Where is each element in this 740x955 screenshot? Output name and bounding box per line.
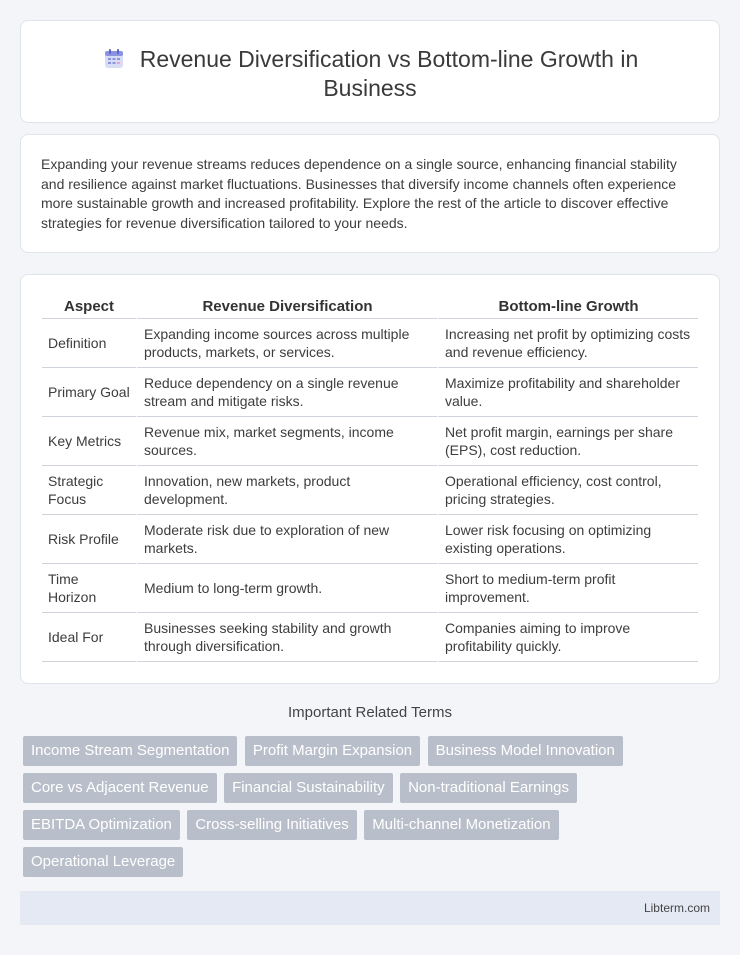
table-row: [42, 368, 698, 417]
title-card: [20, 20, 720, 123]
intro-paragraph: Expanding your revenue streams reduces dependence on a single source, enhancing financial stability and resilience against market fluctuations. Businesses that diversify income channels often experience more sustainable growth and increased profitability. Explore the rest of the article to discover effective strategies for revenue diversification tailored to your needs.: [41, 156, 677, 231]
column-header-bottom-line-growth: Bottom-line Growth: [437, 295, 698, 319]
column-header-aspect: Aspect: [42, 295, 136, 319]
related-terms-heading: Important Related Terms: [288, 704, 452, 721]
row-bottom-line-growth: Maximize profitability and shareholder value.: [437, 368, 698, 417]
row-revenue-diversification: Reduce dependency on a single revenue stream and mitigate risks.: [136, 368, 437, 417]
related-term-tag[interactable]: Core vs Adjacent Revenue: [23, 773, 217, 803]
row-bottom-line-growth: Net profit margin, earnings per share (EPS), cost reduction.: [437, 417, 698, 466]
calendar-icon: [102, 47, 126, 71]
row-aspect: Key Metrics: [42, 417, 136, 466]
row-aspect: Risk Profile: [42, 515, 136, 564]
related-term-tag[interactable]: Non-traditional Earnings: [400, 773, 577, 803]
related-terms-list: [23, 736, 703, 884]
related-term-tag[interactable]: Business Model Innovation: [428, 736, 623, 766]
comparison-card: [20, 274, 720, 684]
row-aspect: Time Horizon: [42, 564, 136, 613]
table-header-row: [42, 295, 698, 319]
related-term-tag[interactable]: Cross-selling Initiatives: [187, 810, 356, 840]
row-revenue-diversification: Moderate risk due to exploration of new markets.: [136, 515, 437, 564]
footer-site-link[interactable]: Libterm.com: [643, 901, 710, 915]
row-revenue-diversification: Medium to long-term growth.: [136, 564, 437, 613]
row-revenue-diversification: Businesses seeking stability and growth through diversification.: [136, 613, 437, 662]
table-row: [42, 417, 698, 466]
page-title: [81, 45, 659, 103]
row-revenue-diversification: Innovation, new markets, product development.: [136, 466, 437, 515]
comparison-table: [42, 295, 698, 662]
row-aspect: Definition: [42, 319, 136, 368]
table-row: [42, 319, 698, 368]
table-row: [42, 515, 698, 564]
related-term-tag[interactable]: EBITDA Optimization: [23, 810, 180, 840]
column-header-revenue-diversification: Revenue Diversification: [136, 295, 437, 319]
row-aspect: Strategic Focus: [42, 466, 136, 515]
related-term-tag[interactable]: Operational Leverage: [23, 847, 183, 877]
row-bottom-line-growth: Increasing net profit by optimizing costs and revenue efficiency.: [437, 319, 698, 368]
footer: [20, 891, 720, 925]
related-term-tag[interactable]: Financial Sustainability: [224, 773, 393, 803]
row-revenue-diversification: Revenue mix, market segments, income sources.: [136, 417, 437, 466]
row-bottom-line-growth: Lower risk focusing on optimizing existing operations.: [437, 515, 698, 564]
page-title-text: Revenue Diversification vs Bottom-line Growth in Business: [139, 46, 639, 101]
intro-card: [20, 134, 720, 253]
related-term-tag[interactable]: Income Stream Segmentation: [23, 736, 237, 766]
row-aspect: Ideal For: [42, 613, 136, 662]
related-term-tag[interactable]: Profit Margin Expansion: [245, 736, 420, 766]
row-bottom-line-growth: Operational efficiency, cost control, pricing strategies.: [437, 466, 698, 515]
related-term-tag[interactable]: Multi-channel Monetization: [364, 810, 558, 840]
table-row: [42, 466, 698, 515]
table-row: [42, 564, 698, 613]
row-bottom-line-growth: Short to medium-term profit improvement.: [437, 564, 698, 613]
row-revenue-diversification: Expanding income sources across multiple products, markets, or services.: [136, 319, 437, 368]
row-aspect: Primary Goal: [42, 368, 136, 417]
row-bottom-line-growth: Companies aiming to improve profitability quickly.: [437, 613, 698, 662]
table-row: [42, 613, 698, 662]
